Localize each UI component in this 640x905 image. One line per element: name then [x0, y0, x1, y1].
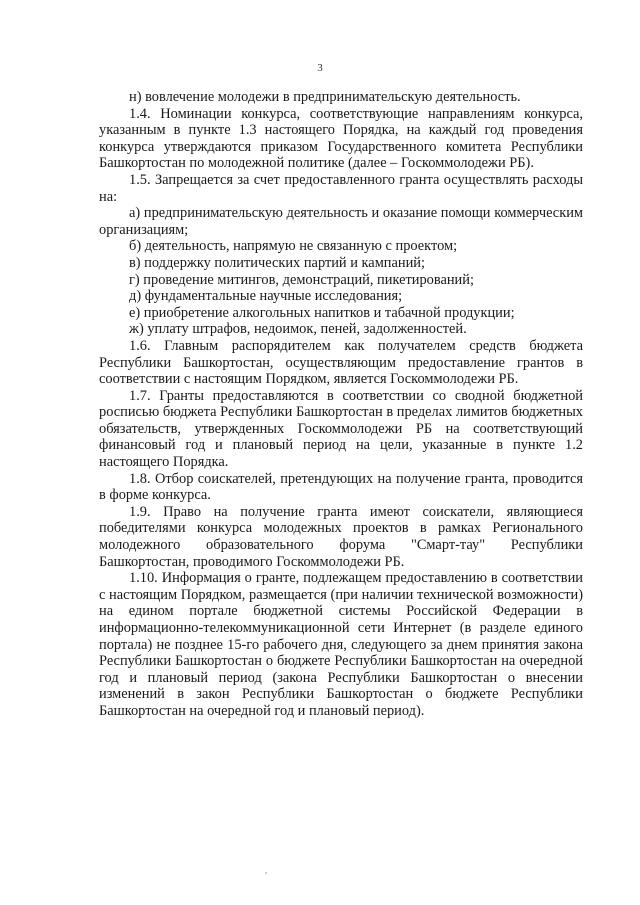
paragraph-1-7: 1.7. Гранты предоставляются в соответствии со сводной бюджетной росписью бюджета Республики Башкортостан в пределах лимитов бюджетных обязательств, утвержденных Госкоммолодежи РБ на соответствующий финансовый год и плановый период на цели, указанные в пункте 1.2 настоящего Порядка.	[99, 387, 583, 471]
scan-speck	[265, 872, 267, 874]
paragraph-1-5: 1.5. Запрещается за счет предоставленного гранта осуществлять расходы на:	[99, 171, 583, 205]
paragraph-1-6: 1.6. Главным распорядителем как получателем средств бюджета Республики Башкортостан, осуществляющим предоставление грантов в соответствии с настоящим Порядком, является Госкоммолодежи РБ.	[99, 337, 583, 388]
document-body	[99, 89, 583, 720]
list-item-b: б) деятельность, напрямую не связанную с проектом;	[129, 238, 458, 255]
list-item-v: в) поддержку политических партий и кампаний;	[129, 254, 425, 271]
paragraph-1-10: 1.10. Информация о гранте, подлежащем предоставлению в соответствии с настоящим Порядком, размещается (при наличии технической возможности) на едином портале бюджетной системы Российской Федерации в информационно-телекоммуникационной сети Интернет (в разделе единого портала) не позднее 15-го рабочего дня, следующего за днем принятия закона Республики Башкортостан о бюджете Республики Башкортостан на очередной год и плановый период (закона Республики Башкортостан о внесении изменений в закон Республики Башкортостан о бюджете Республики Башкортостан на очередной год и плановый период).	[99, 570, 583, 719]
list-item-a: а) предпринимательскую деятельность и оказание помощи коммерческим организациям;	[99, 205, 583, 238]
paragraph-item-n: н) вовлечение молодежи в предпринимательскую деятельность.	[129, 89, 521, 105]
list-item-g: г) проведение митингов, демонстраций, пикетирований;	[129, 271, 474, 288]
list-item-e: е) приобретение алкогольных напитков и табачной продукции;	[129, 304, 515, 321]
paragraph-1-4: 1.4. Номинации конкурса, соответствующие направлениям конкурса, указанным в пункте 1.3 настоящего Порядка, на каждый год проведения конкурса утверждаются приказом Государственного комитета Республики Башкортостан по молодежной политике (далее – Госкоммолодежи РБ).	[99, 105, 583, 172]
paragraph-1-9: 1.9. Право на получение гранта имеют соискатели, являющиеся победителями конкурса молодежных проектов в рамках Регионального молодежного образовательного форума "Смарт-тау" Республики Башкортостан, проводимого Госкоммолодежи РБ.	[99, 503, 583, 570]
page-number: 3	[317, 62, 323, 74]
list-item-d: д) фундаментальные научные исследования;	[129, 288, 403, 305]
list-item-zh: ж) уплату штрафов, недоимок, пеней, задолженностей.	[129, 321, 467, 338]
paragraph-1-8: 1.8. Отбор соискателей, претендующих на получение гранта, проводится в форме конкурса.	[99, 470, 583, 504]
